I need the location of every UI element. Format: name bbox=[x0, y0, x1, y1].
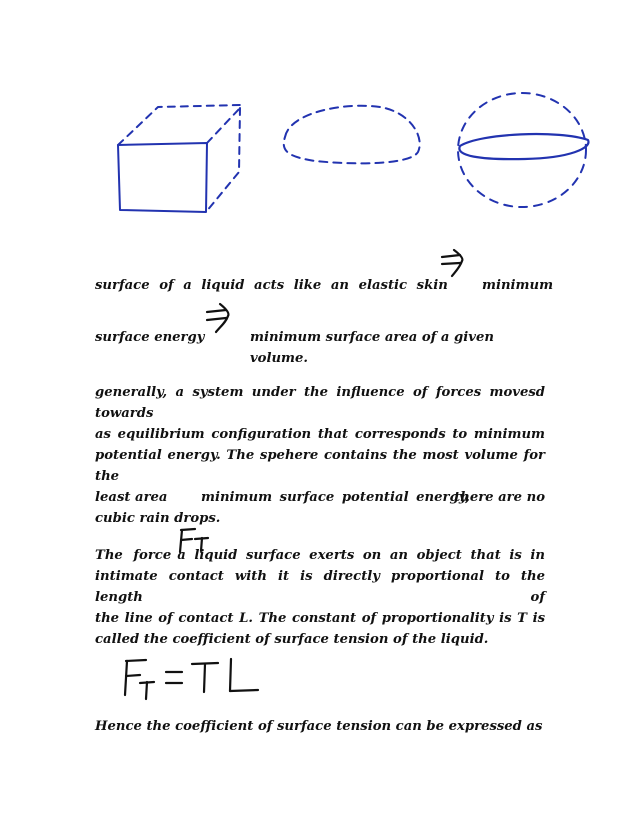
surface-energy-text: surface energy bbox=[95, 330, 205, 345]
liquid-surface-text: a liquid surface exerts on an object that is in bbox=[177, 548, 545, 563]
paragraph-line: potential energy. The spehere contains the most volume for the bbox=[95, 448, 545, 484]
cube-sketch-icon bbox=[110, 100, 250, 220]
closing-text: Hence the coefficient of surface tension can be expressed as bbox=[95, 719, 543, 734]
equation-sketch-icon bbox=[118, 655, 268, 705]
least-area-text: least area bbox=[95, 490, 168, 505]
paragraph-line bbox=[95, 545, 545, 566]
implies-arrow-icon bbox=[203, 302, 235, 334]
minimum-area-text: minimum surface area of a given volume. bbox=[250, 330, 494, 366]
paragraph-line: intimate contact with it is directly proportional to the length of bbox=[95, 569, 545, 605]
paragraph-line: the line of contact L. The constant of proportionality is T is bbox=[95, 611, 545, 626]
paragraph-line: as equilibrium configuration that corresponds to minimum bbox=[95, 427, 545, 442]
surface-energy-line bbox=[95, 327, 545, 366]
elastic-skin-text: surface of a liquid acts like an elastic skin bbox=[95, 278, 448, 293]
paragraph-minimum-energy bbox=[95, 382, 545, 529]
ellipse-sketch-icon bbox=[275, 97, 430, 172]
sphere-sketch-icon bbox=[450, 88, 595, 213]
minimum-potential-text: minimum surface potential energy, bbox=[201, 490, 470, 505]
implies-arrow-icon bbox=[438, 249, 468, 279]
paragraph-line: cubic rain drops. bbox=[95, 511, 221, 526]
paragraph-force bbox=[95, 545, 545, 650]
the-force-text: The force bbox=[95, 548, 172, 563]
elastic-skin-line bbox=[95, 275, 554, 296]
paragraph-line: called the coefficient of surface tension of the liquid. bbox=[95, 632, 489, 647]
no-cubic-text: there are no bbox=[454, 490, 545, 505]
elastic-minimum-text: minimum bbox=[482, 278, 554, 293]
closing-line bbox=[95, 716, 545, 737]
paragraph-line: generally, a system under the influence of forces movesd towards bbox=[95, 385, 545, 421]
paragraph-line bbox=[95, 487, 545, 508]
